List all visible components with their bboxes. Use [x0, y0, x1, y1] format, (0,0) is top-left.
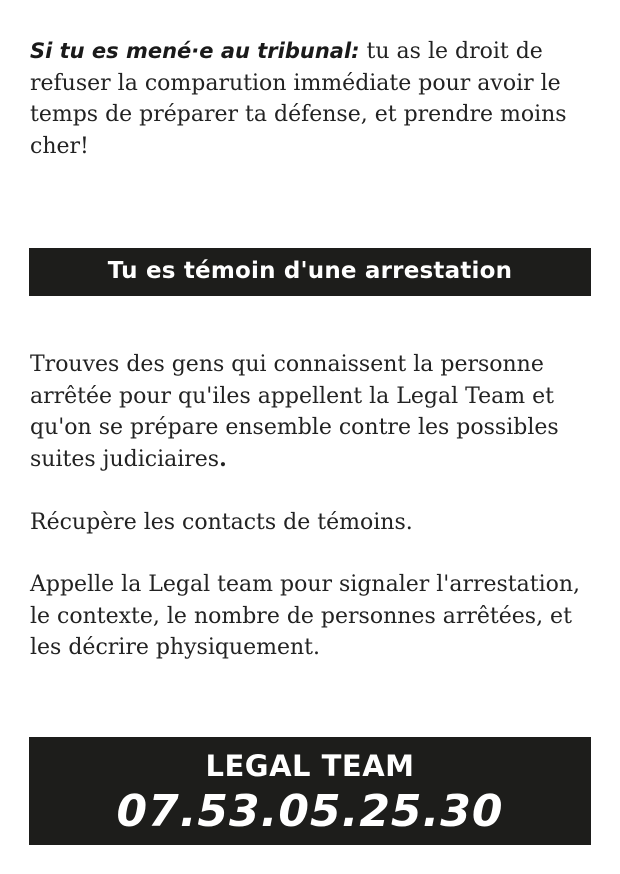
witness-paragraph-3: Appelle la Legal team pour signaler l'arrestation, le contexte, le nombre de personnes arrêtées, et les décrire physiquement.: [30, 572, 581, 660]
tribunal-text: tu as le droit de refuser la comparution immédiate pour avoir le temps de préparer ta défense, et prendre moins cher!: [30, 39, 567, 159]
witness-paragraph-1-text: Trouves des gens qui connaissent la personne arrêtée pour qu'iles appellent la Legal Team et qu'on se prépare ensemble contre les possibles suites judiciaires: [30, 352, 559, 472]
legal-team-title: LEGAL TEAM: [205, 749, 415, 783]
witness-paragraph-1: [30, 349, 595, 475]
legal-team-phone: 07.53.05.25.30: [116, 786, 504, 837]
legal-team-box: [29, 737, 591, 845]
tribunal-paragraph: [30, 36, 595, 162]
witness-paragraph-2: Récupère les contacts de témoins.: [30, 510, 413, 535]
section-title: Tu es témoin d'une arrestation: [107, 258, 513, 284]
tribunal-lead: Si tu es mené·e au tribunal:: [30, 39, 360, 63]
witness-paragraph-1-end: .: [219, 445, 227, 472]
section-header-bar: [29, 248, 591, 296]
